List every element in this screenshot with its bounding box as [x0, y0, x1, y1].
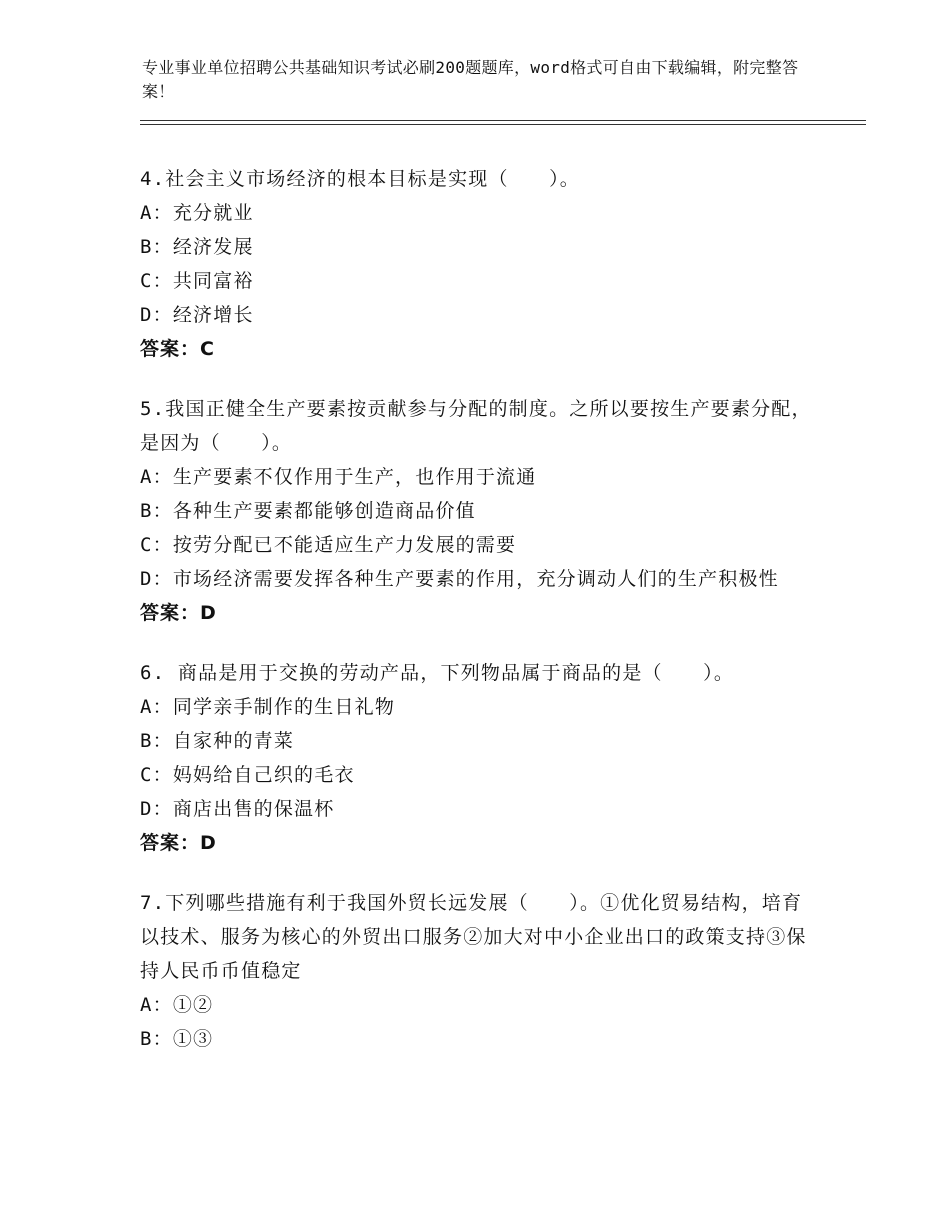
option-a: A：同学亲手制作的生日礼物	[140, 696, 396, 718]
option-d: D：经济增长	[140, 304, 254, 326]
question-stem: 4.社会主义市场经济的根本目标是实现（ ）。	[140, 168, 580, 190]
option-d: D：市场经济需要发挥各种生产要素的作用，充分调动人们的生产积极性	[140, 568, 779, 590]
question-stem: 5.我国正健全生产要素按贡献参与分配的制度。之所以要按生产要素分配，是因为（ ）。	[140, 398, 812, 454]
question-6	[140, 656, 820, 860]
page-header: 专业事业单位招聘公共基础知识考试必刷200题题库，word格式可自由下载编辑，附完整答案！	[142, 58, 799, 101]
question-list	[140, 162, 820, 1082]
option-b: B：①③	[140, 1028, 214, 1050]
answer-label: 答案：C	[140, 338, 215, 360]
question-4	[140, 162, 820, 366]
option-b: B：各种生产要素都能够创造商品价值	[140, 500, 476, 522]
option-c: C：按劳分配已不能适应生产力发展的需要	[140, 534, 517, 556]
option-a: A：生产要素不仅作用于生产，也作用于流通	[140, 466, 537, 488]
answer-label: 答案：D	[140, 832, 217, 854]
answer-label: 答案：D	[140, 602, 217, 624]
question-stem: 6. 商品是用于交换的劳动产品，下列物品属于商品的是（ ）。	[140, 662, 735, 684]
question-5	[140, 392, 820, 630]
option-b: B：自家种的青菜	[140, 730, 295, 752]
option-a: A：①②	[140, 994, 214, 1016]
option-b: B：经济发展	[140, 236, 254, 258]
option-c: C：共同富裕	[140, 270, 254, 292]
option-a: A：充分就业	[140, 202, 254, 224]
header-divider	[140, 120, 866, 125]
question-7	[140, 886, 820, 1056]
question-stem: 7.下列哪些措施有利于我国外贸长远发展（ ）。①优化贸易结构，培育以技术、服务为核心的外贸出口服务②加大对中小企业出口的政策支持③保持人民币币值稳定	[140, 892, 807, 982]
option-d: D：商店出售的保温杯	[140, 798, 335, 820]
option-c: C：妈妈给自己织的毛衣	[140, 764, 355, 786]
